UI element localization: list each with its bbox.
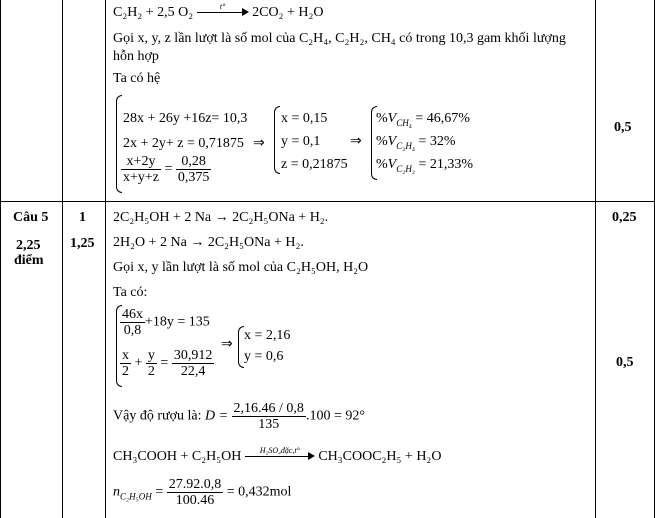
alcohol-degree: Vậy độ rượu là: D = $\frac{2,16.46 / 0,8}{135}$ .100 = 92° — [113, 401, 365, 432]
table-border-col2 — [105, 0, 106, 518]
combustion-equation: C₂H₂ + 2,5 O₂ t° 2CO₂ + H₂O — [113, 1, 324, 20]
solution-z: z = 0,21875 — [281, 157, 348, 172]
statement-line: Ta có hệ — [113, 71, 161, 86]
table-border-left — [0, 0, 1, 518]
score-part-1: 0,25 — [612, 210, 637, 225]
question-points: 2,25 — [16, 238, 41, 253]
question-points-unit: điểm — [14, 253, 44, 268]
implies-symbol: ⇒ — [350, 134, 362, 149]
system-eq-2: $\frac{x}{2}$ + $\frac{y}{2}$ = $\frac{30,912}{22,4}$ — [122, 348, 213, 379]
reaction-2: 2H₂O + 2 Na → 2C₂H₅ONa + H₂. — [113, 235, 304, 250]
percent-ch4: $\%V_{CH_4} = 46,67\%$ — [376, 111, 470, 128]
system-eq-2: 2x + 2y+ z = 0,71875 — [123, 136, 244, 151]
statement-line: Gọi x, y, z lần lượt là số mol của C₂H₄, C₂H₂, CH₄ có trong 10,3 gam khối lượng — [113, 31, 566, 46]
table-border-col1 — [62, 0, 63, 518]
solution-brace — [274, 106, 280, 174]
reaction-1: 2C₂H₅OH + 2 Na → 2C₂H₅ONa + H₂. — [113, 210, 329, 225]
question-label: Câu 5 — [13, 210, 49, 225]
score-top: 0,5 — [614, 120, 632, 135]
statement-line: Gọi x, y lần lượt là số mol của C₂H₅OH, H₂O — [113, 260, 369, 275]
esterification-equation: CH₃COOH + C₂H₅OH H₂SO₄đặc,t° CH₃COOC₂H₅ + H₂O — [113, 445, 442, 464]
sub-part-score: 1,25 — [70, 236, 95, 251]
statement-line: Ta có: — [113, 285, 148, 300]
table-border-col3 — [595, 0, 596, 518]
moles-c2h5oh: $n_{C_2H_5OH}$ = $\frac{27.92.0,8}{100.46}$ = 0,432mol — [113, 477, 292, 508]
system-eq-1: $\frac{46x}{0,8}$ +18y = 135 — [122, 307, 210, 338]
solution-y: y = 0,6 — [244, 349, 284, 364]
sub-part-number: 1 — [79, 210, 86, 225]
reaction-arrow: H₂SO₄đặc,t° — [245, 452, 315, 462]
row-divider — [0, 201, 655, 202]
system-eq-3: $\frac{x+2y}{x+y+z}$ = $\frac{0,28}{0,375}$ — [123, 154, 210, 185]
percent-c2h4: $\%V_{C_2H_4} = 32\%$ — [376, 134, 456, 151]
implies-symbol: ⇒ — [221, 337, 233, 352]
solution-x: x = 2,16 — [244, 328, 291, 343]
solution-y: y = 0,1 — [281, 134, 321, 149]
implies-symbol: ⇒ — [253, 136, 265, 151]
system-eq-1: 28x + 26y +16z= 10,3 — [123, 111, 248, 126]
reaction-arrow: t° — [197, 8, 249, 18]
solution-x: x = 0,15 — [281, 111, 328, 126]
percent-c2h2: $\%V_{C_2H_2} = 21,33\%$ — [376, 157, 474, 174]
score-part-2: 0,5 — [616, 355, 634, 370]
statement-line: hỗn hợp — [113, 49, 159, 64]
